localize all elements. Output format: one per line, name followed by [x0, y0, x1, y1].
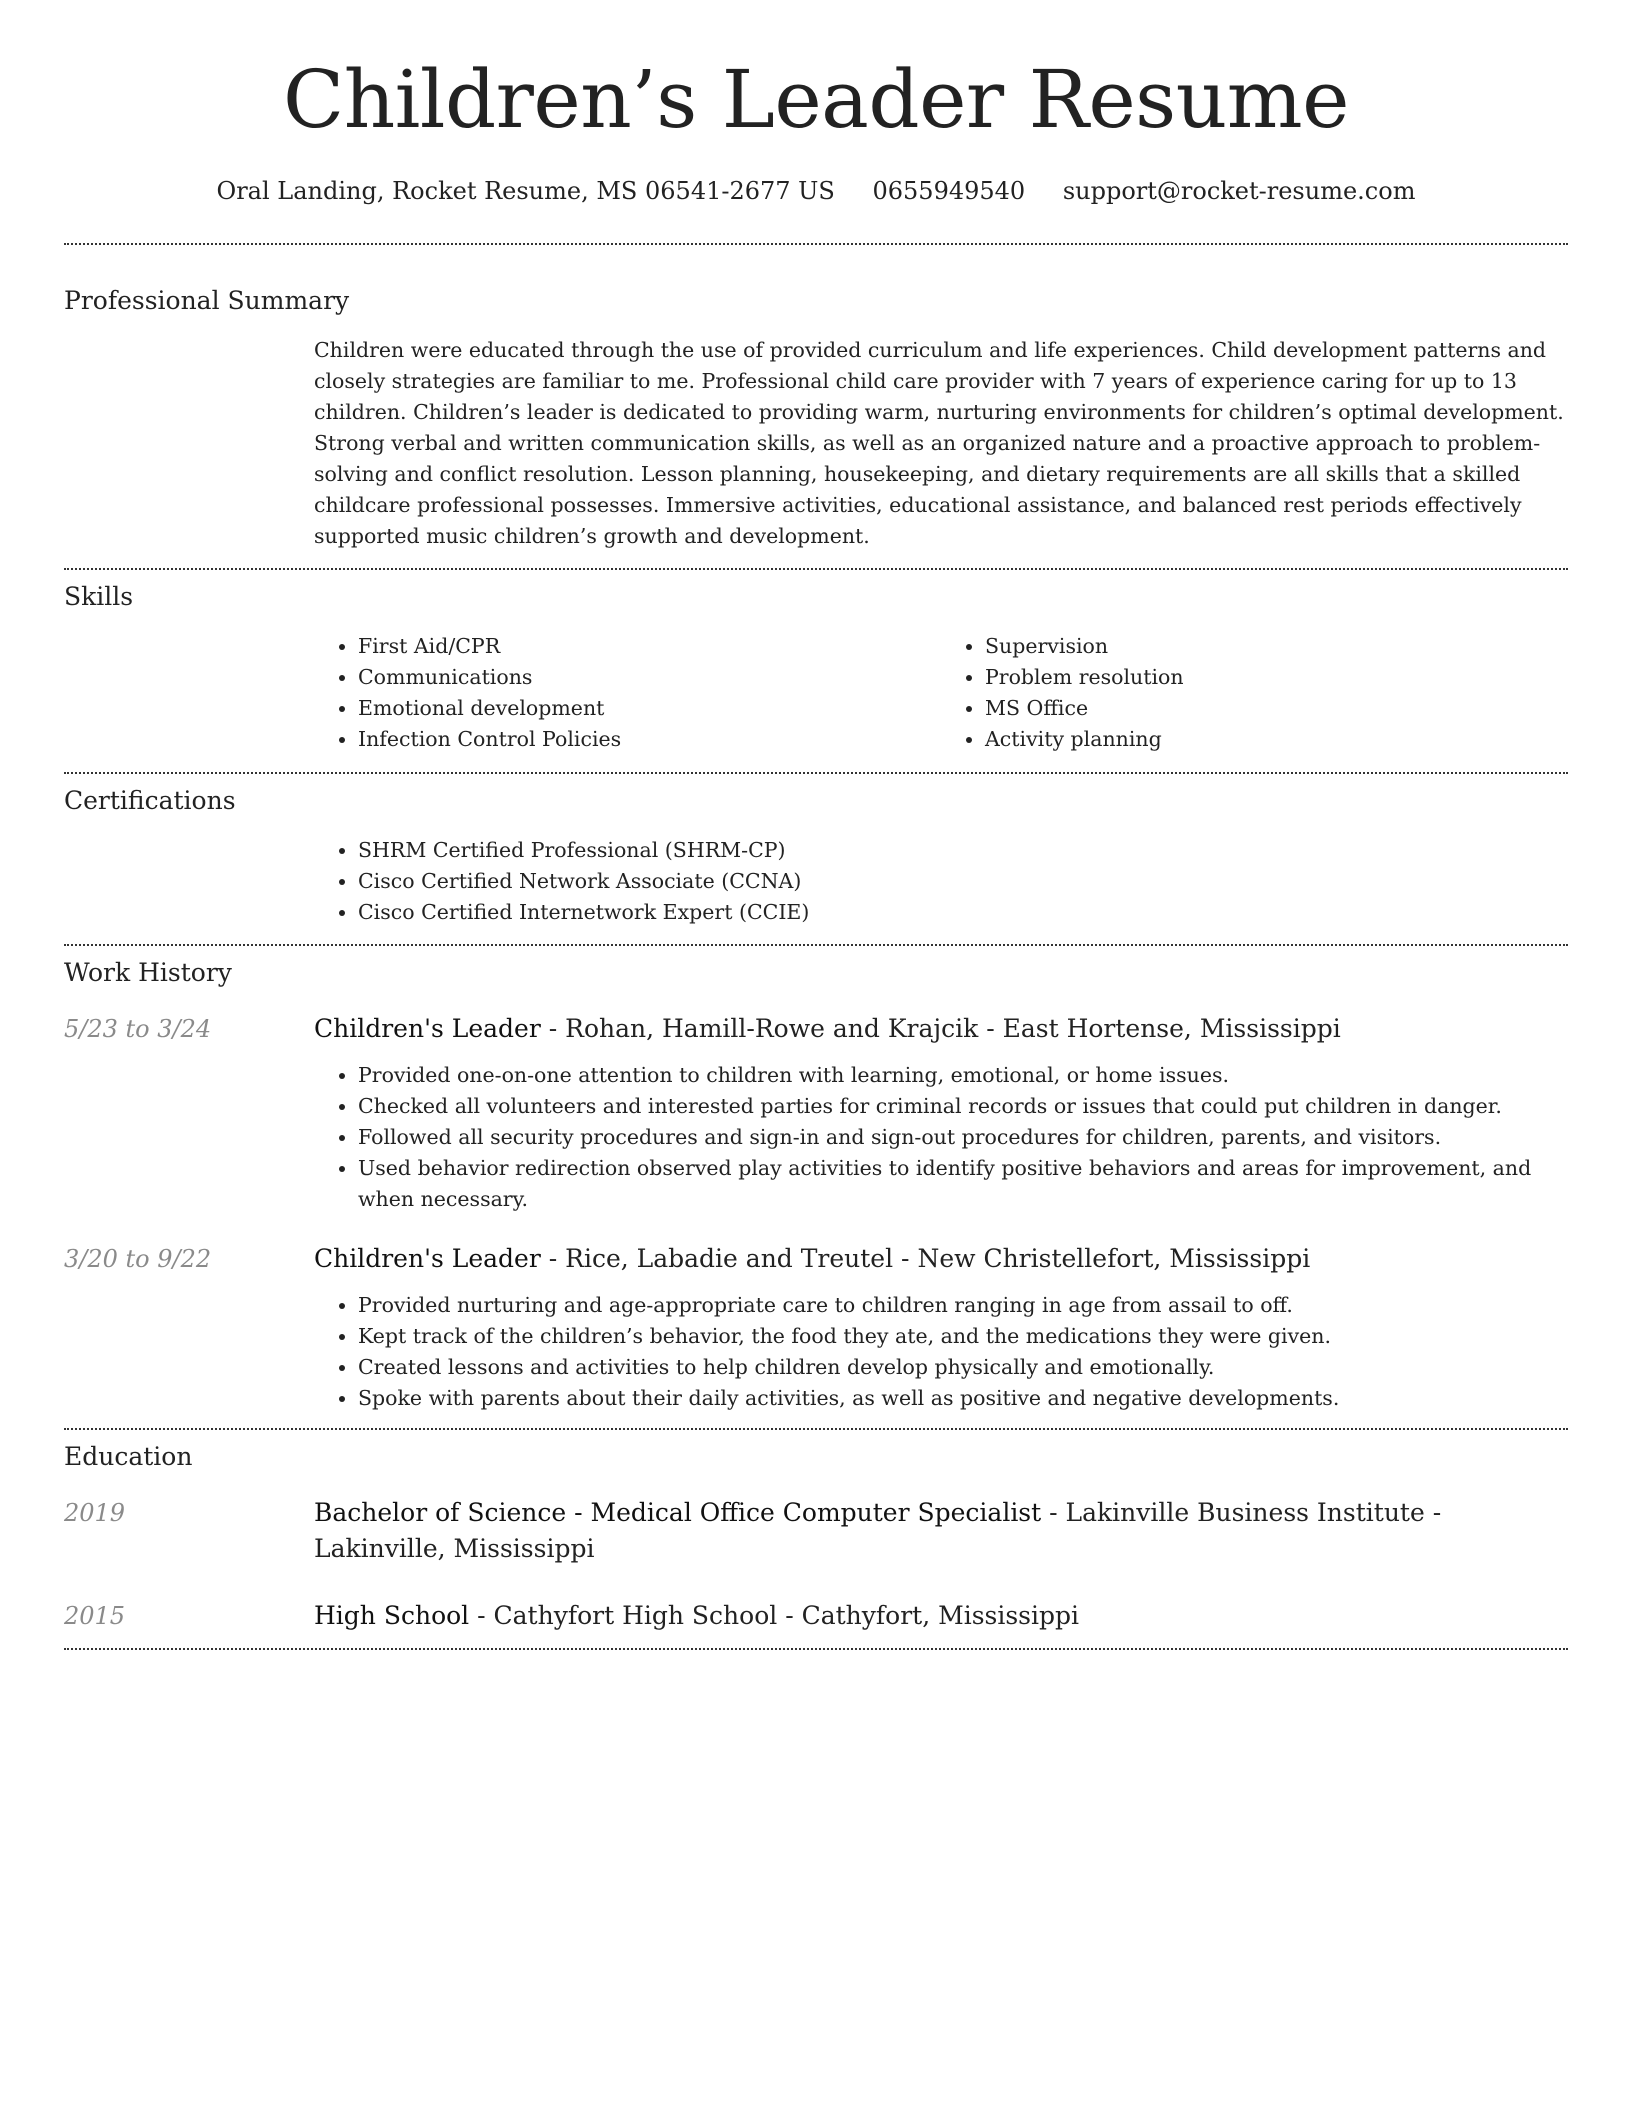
job-heading: [314, 1011, 1568, 1047]
education-details: - Cathyfort High School - Cathyfort, Mississippi: [469, 1601, 1080, 1630]
job-bullet: • Checked all volunteers and interested parties for criminal records or issues that could put children in danger.: [358, 1091, 1568, 1122]
certification-item: • SHRM Certified Professional (SHRM-CP): [358, 835, 1568, 866]
job-bullet: • Spoke with parents about their daily activities, as well as positive and negative developments.: [358, 1383, 1568, 1414]
education-year: 2015: [64, 1602, 126, 1630]
skill-item: • Communications: [358, 662, 941, 693]
job-dates: 3/20 to 9/22: [64, 1245, 212, 1273]
job-bullets: [314, 1060, 1568, 1215]
job-heading: [314, 1241, 1568, 1277]
job-title: Children's Leader: [314, 1244, 541, 1273]
skill-item: • Problem resolution: [985, 662, 1568, 693]
skill-item: • MS Office: [985, 693, 1568, 724]
certifications-heading: Certifications: [64, 786, 236, 815]
education-heading-line: [314, 1495, 1568, 1567]
resume-page: [64, 0, 1568, 1650]
job-entry: [64, 1011, 1568, 1215]
job-bullet: • Used behavior redirection observed play activities to identify positive behaviors and areas for improvement, and when necessary.: [358, 1153, 1568, 1215]
contact-address: Oral Landing, Rocket Resume, MS 06541-2677 US: [216, 177, 835, 205]
skills-list-right: [941, 631, 1568, 755]
contact-phone: 0655949540: [872, 177, 1026, 205]
contact-line: [64, 174, 1568, 208]
skills-section: [64, 570, 1568, 772]
education-section: [64, 1430, 1568, 1648]
summary-heading: Professional Summary: [64, 286, 350, 315]
education-year: 2019: [64, 1499, 126, 1527]
education-heading: Education: [64, 1442, 193, 1471]
education-entry: [64, 1495, 1568, 1567]
certifications-section: [64, 774, 1568, 944]
summary-section: [64, 245, 1568, 568]
job-bullet: • Provided nurturing and age-appropriate care to children ranging in age from assail to off.: [358, 1290, 1568, 1321]
summary-text: Children were educated through the use of provided curriculum and life experiences. Child development patterns and closely strategies are familiar to me. Professional child care provider with 7 years of experience caring for up to 13 children. Children’s leader is dedicated to providing warm, nurturing environments for children’s optimal development. Strong verbal and written communication skills, as well as an organized nature and a proactive approach to problem-solving and conflict resolution. Lesson planning, housekeeping, and dietary requirements are all skills that a skilled childcare professional possesses. Immersive activities, educational assistance, and balanced rest periods effectively supported music children’s growth and development.: [314, 338, 1564, 548]
skill-item: • Infection Control Policies: [358, 724, 941, 755]
skill-item: • Emotional development: [358, 693, 941, 724]
education-details: - Lakinville Business Institute - Lakinville, Mississippi: [314, 1498, 1442, 1563]
divider: [64, 1648, 1568, 1650]
skill-item: • First Aid/CPR: [358, 631, 941, 662]
work-history-section: [64, 946, 1568, 1428]
job-bullet: • Created lessons and activities to help children develop physically and emotionally.: [358, 1352, 1568, 1383]
education-heading-line: [314, 1598, 1568, 1634]
education-degree: High School: [314, 1601, 470, 1630]
job-entry: [64, 1241, 1568, 1414]
job-details: - Rice, Labadie and Treutel - New Christellefort, Mississippi: [540, 1244, 1311, 1273]
job-bullet: • Followed all security procedures and sign-in and sign-out procedures for children, parents, and visitors.: [358, 1122, 1568, 1153]
certification-item: • Cisco Certified Network Associate (CCNA): [358, 866, 1568, 897]
skill-item: • Supervision: [985, 631, 1568, 662]
skill-item: • Activity planning: [985, 724, 1568, 755]
job-title: Children's Leader: [314, 1014, 541, 1043]
work-history-heading: Work History: [64, 958, 232, 987]
job-bullet: • Provided one-on-one attention to children with learning, emotional, or home issues.: [358, 1060, 1568, 1091]
skills-heading: Skills: [64, 582, 134, 611]
page-title: Children’s Leader Resume: [283, 53, 1349, 146]
education-degree: Bachelor of Science - Medical Office Computer Specialist: [314, 1498, 1042, 1527]
skills-list-left: [314, 631, 941, 755]
job-dates: 5/23 to 3/24: [64, 1015, 212, 1043]
job-bullet: • Kept track of the children’s behavior, the food they ate, and the medications they were given.: [358, 1321, 1568, 1352]
job-bullets: [314, 1290, 1568, 1414]
contact-email: support@rocket-resume.com: [1062, 177, 1416, 205]
certifications-list: [314, 835, 1568, 928]
education-entry: [64, 1598, 1568, 1634]
job-details: - Rohan, Hamill-Rowe and Krajcik - East Hortense, Mississippi: [540, 1014, 1341, 1043]
certification-item: • Cisco Certified Internetwork Expert (CCIE): [358, 897, 1568, 928]
